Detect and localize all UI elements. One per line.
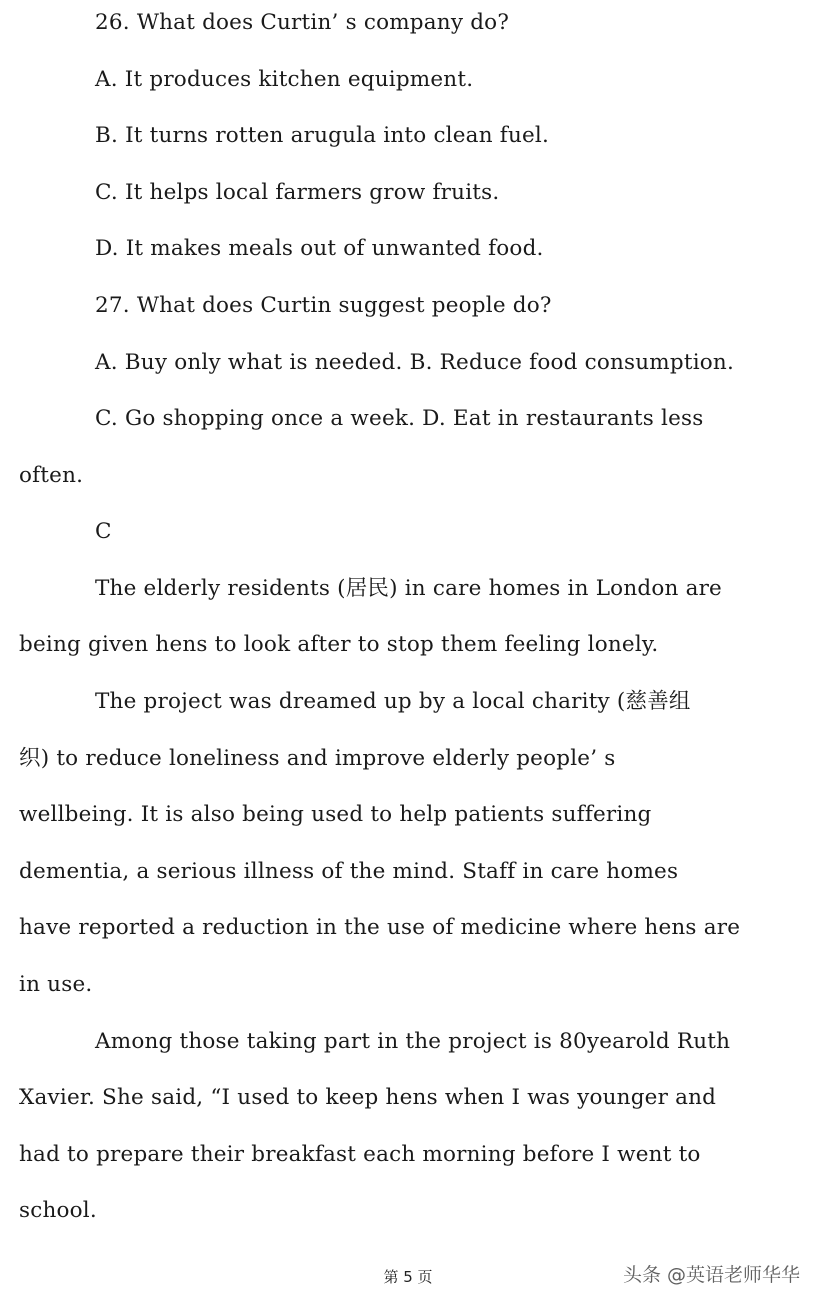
passage-paragraph-3-line-2: Xavier. She said, “I used to keep hens when I was younger and	[19, 1085, 717, 1110]
question-27-options-ab: A. Buy only what is needed. B. Reduce food consumption.	[95, 350, 735, 375]
question-27-stem: 27. What does Curtin suggest people do?	[95, 293, 552, 318]
passage-paragraph-1-line-2: being given hens to look after to stop them feeling lonely.	[19, 632, 659, 657]
passage-paragraph-1-line-1: The elderly residents (居民) in care homes in London are	[95, 576, 722, 601]
passage-paragraph-3-line-3: had to prepare their breakfast each morning before I went to	[19, 1142, 701, 1167]
passage-paragraph-2-line-1: The project was dreamed up by a local charity (慈善组	[95, 689, 691, 714]
question-26-option-d: D. It makes meals out of unwanted food.	[95, 236, 544, 261]
question-26-option-c: C. It helps local farmers grow fruits.	[95, 180, 500, 205]
passage-paragraph-3-line-1: Among those taking part in the project is 80yearold Ruth	[95, 1029, 731, 1054]
passage-paragraph-2-line-4: dementia, a serious illness of the mind. Staff in care homes	[19, 859, 679, 884]
page-number: 第 5 页	[383, 1268, 433, 1286]
question-26-option-b: B. It turns rotten arugula into clean fuel.	[95, 123, 550, 148]
question-27-options-cd: C. Go shopping once a week. D. Eat in restaurants less	[95, 406, 704, 431]
passage-paragraph-2-line-3: wellbeing. It is also being used to help patients suffering	[19, 802, 652, 827]
question-26-option-a: A. It produces kitchen equipment.	[95, 67, 474, 92]
passage-paragraph-3-line-4: school.	[19, 1198, 97, 1223]
section-label: C	[95, 519, 112, 544]
passage-paragraph-2-line-2: 织) to reduce loneliness and improve elderly people’ s	[19, 746, 616, 771]
watermark-text: 头条 @英语老师华华	[622, 1264, 800, 1286]
passage-paragraph-2-line-6: in use.	[19, 972, 93, 997]
question-27-options-cd-continued: often.	[19, 463, 84, 488]
passage-paragraph-2-line-5: have reported a reduction in the use of medicine where hens are	[19, 915, 741, 940]
question-26-stem: 26. What does Curtin’ s company do?	[95, 10, 510, 35]
